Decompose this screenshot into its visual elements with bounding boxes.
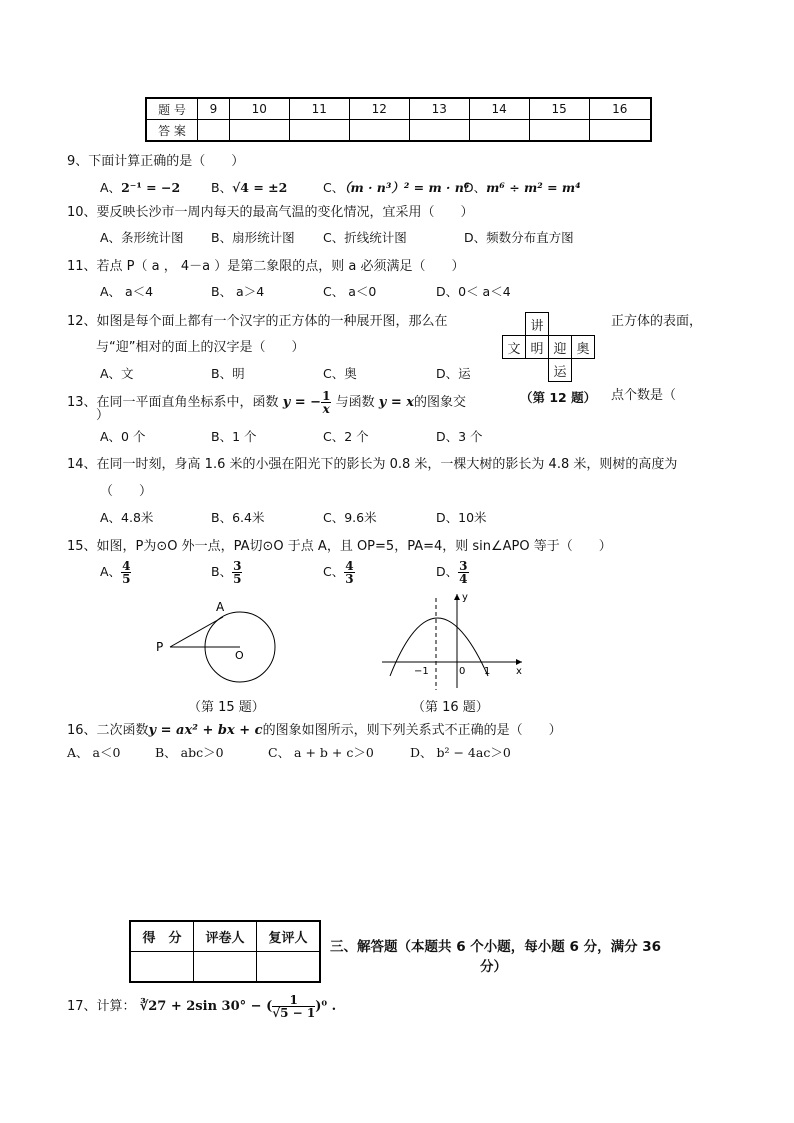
q15-option-c xyxy=(323,560,355,585)
q15-option-b xyxy=(211,560,242,585)
net-face: 奥 xyxy=(572,336,595,359)
q10-option-d: D、频数分布直方图 xyxy=(464,230,574,245)
answer-cell[interactable] xyxy=(349,120,409,142)
answer-cell[interactable] xyxy=(469,120,529,142)
q13-option-a: A、0 个 xyxy=(100,429,146,444)
x-axis-arrow xyxy=(516,659,522,665)
option-expr: 2⁻¹ = −2 xyxy=(121,180,181,195)
q13-text: 13、在同一平面直角坐标系中，函数 xyxy=(67,395,279,410)
answer-table-answer-row xyxy=(146,120,651,142)
q14-stem: 14、在同一时刻，身高 1.6 米的小强在阳光下的影长为 0.8 米，一棵大树的影长为 4.8 米，则树的高度为 xyxy=(67,457,678,472)
q11-option-d: D、0＜ a＜4 xyxy=(436,284,511,299)
label-o: O xyxy=(235,649,244,662)
fraction-numerator: 4 xyxy=(122,559,131,573)
q13-func1: y = − xyxy=(282,395,322,410)
q9-option-a xyxy=(100,178,180,196)
grader-cell[interactable] xyxy=(194,952,257,983)
option-expr: （m · n³）² = m · n⁶ xyxy=(344,180,470,195)
option-label: D、 xyxy=(436,564,459,579)
answer-table-number: 15 xyxy=(529,98,589,120)
q10-option-c: C、折线统计图 xyxy=(323,230,407,245)
q13-stem xyxy=(67,390,466,415)
q12-stem-part2: 正方体的表面， xyxy=(611,314,703,329)
score-table xyxy=(129,920,321,983)
answer-table xyxy=(145,97,652,142)
section3-title-line2: 分） xyxy=(480,959,507,975)
answer-table-number: 11 xyxy=(289,98,349,120)
net-face: 运 xyxy=(549,359,572,382)
fraction-numerator: 1 xyxy=(322,389,331,403)
q16-text: 16、二次函数 xyxy=(67,723,149,738)
q13-func2: y = x xyxy=(378,395,414,410)
q11-option-c: C、 a＜0 xyxy=(323,284,377,299)
option-fraction xyxy=(121,560,131,585)
score-header: 得 分 xyxy=(130,921,194,952)
label-p: P xyxy=(156,640,164,654)
fraction-numerator: 1 xyxy=(272,994,315,1007)
q11-option-b: B、 a＞4 xyxy=(211,284,265,299)
option-label: A、 xyxy=(100,564,122,579)
q13-option-d: D、3 个 xyxy=(436,429,483,444)
q15-circle-figure xyxy=(150,595,290,690)
cube-net-figure xyxy=(502,312,595,382)
answer-table-number: 16 xyxy=(589,98,651,120)
q9-option-b xyxy=(211,178,287,196)
q16-option-b: B、 abc＞0 xyxy=(155,745,224,760)
q15-caption: （第 15 题） xyxy=(188,700,265,715)
q17-expr: )⁰ . xyxy=(315,999,337,1014)
label-a: A xyxy=(216,600,225,614)
q17-line xyxy=(67,994,336,1019)
reviewer-header: 复评人 xyxy=(257,921,321,952)
net-face: 迎 xyxy=(549,336,572,359)
q16-option-c: C、 a + b + c＞0 xyxy=(268,745,374,760)
q15-stem: 15、如图，P为⊙O 外一点，PA切⊙O 于点 A，且 OP=5，PA=4，则 sin∠APO 等于（ ） xyxy=(67,539,612,554)
q15-option-d xyxy=(436,560,469,585)
tangent-pa xyxy=(170,617,223,647)
net-face: 明 xyxy=(526,336,549,359)
q13-stem-tail: 点个数是（ xyxy=(611,388,677,403)
option-label: D、 xyxy=(464,180,487,195)
option-fraction xyxy=(458,560,468,585)
axis-label-x: x xyxy=(516,666,522,677)
option-label: A、 xyxy=(100,180,122,195)
q14-option-a: A、4.8米 xyxy=(100,510,154,525)
q16-option-d: D、 b² − 4ac＞0 xyxy=(410,745,511,760)
section3-title-line1: 三、解答题（本题共 6 个小题，每小题 6 分，满分 36 xyxy=(330,939,662,955)
q13-option-b: B、1 个 xyxy=(211,429,257,444)
fraction-denominator: 3 xyxy=(345,572,354,586)
fraction-numerator: 4 xyxy=(345,559,354,573)
q12-option-c: C、奥 xyxy=(323,366,357,381)
answer-cell[interactable] xyxy=(198,120,230,142)
option-label: C、 xyxy=(323,180,345,195)
q16-parabola-figure xyxy=(380,590,530,690)
q11-option-a: A、 a＜4 xyxy=(100,284,154,299)
q14-option-b: B、6.4米 xyxy=(211,510,265,525)
answer-table-header-label: 题 号 xyxy=(146,98,198,120)
q12-option-b: B、明 xyxy=(211,366,245,381)
fraction-numerator: 3 xyxy=(233,559,242,573)
answer-table-answer-label: 答 案 xyxy=(146,120,198,142)
fraction-denominator: √5 − 1 xyxy=(272,1006,316,1020)
parabola-curve xyxy=(390,618,491,677)
q17-label: 17、计算： xyxy=(67,999,136,1014)
q12-caption: （第 12 题） xyxy=(520,390,597,405)
fraction-denominator: x xyxy=(322,402,330,416)
q16-option-a: A、 a＜0 xyxy=(67,745,121,760)
q12-stem-line2: 与“迎”相对的面上的汉字是（ ） xyxy=(96,340,305,355)
fraction-denominator: 4 xyxy=(459,572,468,586)
q13-stem-line2: ） xyxy=(96,408,110,423)
q13-text: 的图象交 xyxy=(413,395,466,410)
option-fraction xyxy=(232,560,242,585)
q13-fraction xyxy=(321,390,331,415)
answer-table-number: 13 xyxy=(409,98,469,120)
option-label: B、 xyxy=(211,564,233,579)
q9-stem: 9、下面计算正确的是（ ） xyxy=(67,154,245,169)
q13-option-c: C、2 个 xyxy=(323,429,369,444)
fraction-numerator: 3 xyxy=(459,559,468,573)
option-expr: m⁶ ÷ m² = m⁴ xyxy=(486,180,581,195)
answer-table-header-row xyxy=(146,98,651,120)
answer-cell[interactable] xyxy=(229,120,289,142)
answer-table-number: 10 xyxy=(229,98,289,120)
option-fraction xyxy=(344,560,354,585)
q17-fraction xyxy=(272,994,315,1019)
fraction-denominator: 5 xyxy=(122,572,131,586)
answer-cell[interactable] xyxy=(529,120,589,142)
q14-option-d: D、10米 xyxy=(436,510,487,525)
option-expr: √4 = ±2 xyxy=(232,180,288,195)
net-face: 文 xyxy=(503,336,526,359)
tick-label-neg1: −1 xyxy=(414,666,429,677)
q10-option-b: B、扇形统计图 xyxy=(211,230,295,245)
q10-stem: 10、要反映长沙市一周内每天的最高气温的变化情况，宜采用（ ） xyxy=(67,205,474,220)
q16-stem xyxy=(67,719,562,738)
q14-option-c: C、9.6米 xyxy=(323,510,377,525)
y-axis-arrow xyxy=(454,594,460,600)
reviewer-cell[interactable] xyxy=(257,952,321,983)
q9-option-d xyxy=(464,178,581,196)
answer-table-number: 9 xyxy=(198,98,230,120)
q16-func: y = ax² + bx + c xyxy=(148,723,263,738)
option-label: B、 xyxy=(211,180,233,195)
grader-header: 评卷人 xyxy=(194,921,257,952)
answer-cell[interactable] xyxy=(589,120,651,142)
q9-option-c xyxy=(323,178,469,196)
score-cell[interactable] xyxy=(130,952,194,983)
answer-cell[interactable] xyxy=(409,120,469,142)
q14-stem-line2: （ ） xyxy=(100,484,153,499)
answer-table-number: 12 xyxy=(349,98,409,120)
tick-label-0: 0 xyxy=(459,666,466,677)
answer-cell[interactable] xyxy=(289,120,349,142)
q17-expr: ∛27 + 2sin 30° − ( xyxy=(139,999,273,1014)
option-label: C、 xyxy=(323,564,345,579)
fraction-denominator: 5 xyxy=(233,572,242,586)
answer-table-number: 14 xyxy=(469,98,529,120)
q15-option-a xyxy=(100,560,131,585)
q12-option-d: D、运 xyxy=(436,366,471,381)
net-face: 讲 xyxy=(526,313,549,336)
q16-caption: （第 16 题） xyxy=(412,700,489,715)
axis-label-y: y xyxy=(462,592,468,603)
q16-text: 的图象如图所示，则下列关系式不正确的是（ ） xyxy=(262,723,562,738)
tick-label-1: 1 xyxy=(484,666,491,677)
q12-option-a: A、文 xyxy=(100,366,134,381)
q13-text: 与函数 xyxy=(335,395,375,410)
q12-stem-part1: 12、如图是每个面上都有一个汉字的正方体的一种展开图，那么在 xyxy=(67,314,448,329)
q11-stem: 11、若点 P（ a ， 4－a ）是第二象限的点，则 a 必须满足（ ） xyxy=(67,259,465,274)
q10-option-a: A、条形统计图 xyxy=(100,230,184,245)
